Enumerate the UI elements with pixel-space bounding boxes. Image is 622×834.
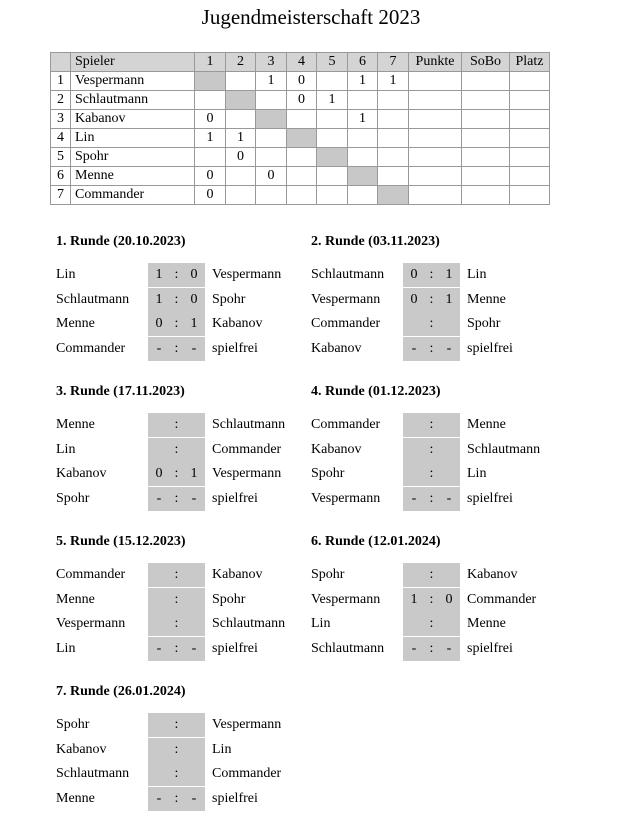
- score-separator: :: [174, 417, 179, 432]
- black-player: spielfrei: [467, 340, 513, 356]
- score-white: 0: [155, 316, 163, 331]
- white-player: Lin: [56, 267, 76, 282]
- score-separator: :: [174, 640, 179, 656]
- score-box: [148, 263, 205, 287]
- pairing-row: [56, 337, 306, 362]
- black-player: Kabanov: [467, 567, 518, 582]
- round-block: [56, 383, 306, 511]
- score-separator: :: [174, 616, 179, 631]
- result-cell: 0: [287, 91, 317, 110]
- result-cell: [348, 186, 378, 205]
- score-separator: :: [174, 741, 179, 757]
- result-cell: [226, 72, 256, 91]
- score-white: 1: [155, 267, 163, 282]
- black-player: Commander: [212, 766, 282, 781]
- white-player: Commander: [56, 567, 126, 582]
- pairing-row: [311, 637, 561, 662]
- white-player: Kabanov: [311, 340, 362, 356]
- punkte-cell: [409, 167, 462, 186]
- black-player: Schlautmann: [212, 417, 286, 432]
- white-player: Menne: [56, 417, 95, 432]
- player-number: 5: [51, 148, 71, 167]
- sobo-cell: [462, 167, 510, 186]
- result-cell: [317, 186, 348, 205]
- score-box: [148, 612, 205, 636]
- player-number: 3: [51, 110, 71, 129]
- score-box: [403, 612, 460, 636]
- result-cell: 1: [348, 72, 378, 91]
- black-player: spielfrei: [212, 790, 258, 806]
- result-cell: [317, 72, 348, 91]
- round-title: 6. Runde (12.01.2024): [311, 534, 441, 549]
- score-separator: :: [174, 340, 179, 356]
- black-player: Lin: [467, 267, 487, 282]
- result-cell: [256, 91, 287, 110]
- round-block: [56, 233, 306, 361]
- score-separator: :: [174, 291, 179, 307]
- score-box: [148, 312, 205, 336]
- black-player: Vespermann: [212, 717, 282, 732]
- score-separator: :: [174, 267, 179, 282]
- score-black: 0: [445, 591, 453, 607]
- black-player: Kabanov: [212, 567, 263, 582]
- pairing-row: [56, 487, 306, 512]
- cross-table-header: [51, 53, 550, 72]
- pairing-row: [311, 288, 561, 313]
- header-cell: SoBo: [462, 53, 510, 72]
- pairing-row: [56, 588, 306, 613]
- result-cell: 1: [256, 72, 287, 91]
- score-separator: :: [429, 340, 434, 356]
- player-name: Lin: [71, 129, 195, 148]
- result-cell: [287, 148, 317, 167]
- result-cell: [378, 148, 409, 167]
- pairing-row: [56, 413, 306, 438]
- black-player: Spohr: [467, 316, 501, 331]
- round-title: 3. Runde (17.11.2023): [56, 384, 185, 399]
- result-cell: [348, 148, 378, 167]
- score-separator: :: [174, 717, 179, 732]
- pairing-row: [311, 413, 561, 438]
- score-black: -: [191, 490, 197, 506]
- result-cell: [256, 129, 287, 148]
- score-white: -: [411, 490, 417, 506]
- result-cell: [348, 91, 378, 110]
- player-name: Commander: [71, 186, 195, 205]
- round-title: 1. Runde (20.10.2023): [56, 234, 186, 249]
- result-cell: 0: [195, 186, 226, 205]
- sobo-cell: [462, 129, 510, 148]
- platz-cell: [510, 72, 550, 91]
- pairing-row: [56, 738, 306, 763]
- pairing-row: [56, 612, 306, 637]
- black-player: spielfrei: [212, 490, 258, 506]
- score-white: -: [156, 340, 162, 356]
- punkte-cell: [409, 72, 462, 91]
- score-box: [403, 438, 460, 462]
- pairing-row: [311, 588, 561, 613]
- score-box: [148, 787, 205, 811]
- black-player: Lin: [467, 466, 487, 481]
- result-cell: [195, 148, 226, 167]
- score-separator: :: [429, 291, 434, 307]
- result-cell: [378, 167, 409, 186]
- sobo-cell: [462, 91, 510, 110]
- diagonal-cell: [317, 148, 348, 167]
- score-black: 1: [190, 316, 198, 331]
- score-white: -: [411, 340, 417, 356]
- round-title: 4. Runde (01.12.2023): [311, 384, 441, 399]
- score-white: -: [411, 640, 417, 656]
- score-box: [148, 462, 205, 486]
- pairing-row: [311, 462, 561, 487]
- punkte-cell: [409, 148, 462, 167]
- result-cell: [195, 91, 226, 110]
- black-player: Menne: [467, 616, 506, 631]
- result-cell: 1: [378, 72, 409, 91]
- page-title: Jugendmeisterschaft 2023: [201, 5, 421, 29]
- cross-table-row: [51, 148, 550, 167]
- score-separator: :: [174, 766, 179, 781]
- score-box: [403, 487, 460, 511]
- score-separator: :: [429, 640, 434, 656]
- score-box: [148, 288, 205, 312]
- pairing-row: [56, 312, 306, 337]
- pairing-row: [56, 637, 306, 662]
- white-player: Kabanov: [311, 441, 362, 457]
- header-cell: 6: [348, 53, 378, 72]
- result-cell: 1: [348, 110, 378, 129]
- black-player: spielfrei: [212, 340, 258, 356]
- diagonal-cell: [226, 91, 256, 110]
- platz-cell: [510, 167, 550, 186]
- round-block: [311, 383, 561, 511]
- score-black: -: [191, 340, 197, 356]
- punkte-cell: [409, 110, 462, 129]
- white-player: Lin: [56, 640, 76, 656]
- sobo-cell: [462, 186, 510, 205]
- white-player: Vespermann: [311, 291, 381, 307]
- score-box: [148, 713, 205, 737]
- score-box: [403, 263, 460, 287]
- cross-table-row: [51, 110, 550, 129]
- round-title: 2. Runde (03.11.2023): [311, 234, 440, 249]
- score-box: [148, 438, 205, 462]
- pairing-row: [311, 487, 561, 512]
- diagonal-cell: [348, 167, 378, 186]
- result-cell: 0: [256, 167, 287, 186]
- header-cell: Platz: [510, 53, 550, 72]
- pairing-row: [56, 563, 306, 588]
- score-separator: :: [429, 567, 434, 582]
- player-name: Vespermann: [71, 72, 195, 91]
- cross-table-row: [51, 72, 550, 91]
- score-separator: :: [174, 490, 179, 506]
- score-box: [403, 462, 460, 486]
- header-cell: 4: [287, 53, 317, 72]
- player-name: Spohr: [71, 148, 195, 167]
- header-cell: Spieler: [71, 53, 195, 72]
- round-block: [311, 533, 561, 661]
- score-black: -: [446, 490, 452, 506]
- white-player: Kabanov: [56, 466, 107, 481]
- white-player: Menne: [56, 591, 95, 607]
- score-black: 0: [190, 291, 198, 307]
- score-black: -: [446, 340, 452, 356]
- result-cell: [317, 110, 348, 129]
- score-box: [148, 738, 205, 762]
- result-cell: [378, 110, 409, 129]
- diagonal-cell: [378, 186, 409, 205]
- cross-table-row: [51, 167, 550, 186]
- score-separator: :: [174, 316, 179, 331]
- black-player: Spohr: [212, 291, 246, 307]
- score-separator: :: [429, 441, 434, 457]
- player-number: 1: [51, 72, 71, 91]
- cross-table-row: [51, 129, 550, 148]
- score-white: -: [156, 790, 162, 806]
- black-player: Vespermann: [212, 267, 282, 282]
- player-number: 4: [51, 129, 71, 148]
- pairing-row: [311, 438, 561, 463]
- score-box: [148, 563, 205, 587]
- score-black: 1: [445, 267, 453, 282]
- round-block: [56, 533, 306, 661]
- score-white: 0: [410, 291, 418, 307]
- score-black: 1: [445, 291, 453, 307]
- score-box: [403, 337, 460, 361]
- white-player: Kabanov: [56, 741, 107, 757]
- pairing-row: [56, 713, 306, 738]
- header-cell: 2: [226, 53, 256, 72]
- diagonal-cell: [256, 110, 287, 129]
- black-player: Menne: [467, 417, 506, 432]
- white-player: Commander: [311, 417, 381, 432]
- score-white: 0: [155, 466, 163, 481]
- result-cell: [226, 167, 256, 186]
- pairing-row: [56, 438, 306, 463]
- cross-table: [50, 52, 550, 205]
- black-player: Commander: [212, 441, 282, 457]
- result-cell: [378, 129, 409, 148]
- pairing-row: [56, 263, 306, 288]
- white-player: Spohr: [311, 567, 345, 582]
- white-player: Spohr: [56, 717, 90, 732]
- white-player: Vespermann: [311, 591, 381, 607]
- punkte-cell: [409, 186, 462, 205]
- score-white: -: [156, 490, 162, 506]
- pairing-row: [311, 563, 561, 588]
- score-separator: :: [174, 466, 179, 481]
- white-player: Vespermann: [311, 490, 381, 506]
- black-player: Vespermann: [212, 466, 282, 481]
- black-player: Schlautmann: [467, 441, 541, 457]
- platz-cell: [510, 129, 550, 148]
- score-box: [403, 413, 460, 437]
- pairing-row: [56, 288, 306, 313]
- black-player: Spohr: [212, 591, 246, 607]
- result-cell: 0: [195, 110, 226, 129]
- white-player: Menne: [56, 790, 95, 806]
- player-number: 7: [51, 186, 71, 205]
- score-separator: :: [429, 316, 434, 331]
- score-separator: :: [429, 591, 434, 607]
- result-cell: [287, 167, 317, 186]
- platz-cell: [510, 148, 550, 167]
- result-cell: [317, 129, 348, 148]
- punkte-cell: [409, 129, 462, 148]
- white-player: Schlautmann: [56, 291, 130, 307]
- result-cell: 0: [287, 72, 317, 91]
- score-separator: :: [174, 441, 179, 457]
- player-name: Menne: [71, 167, 195, 186]
- score-black: 1: [190, 466, 198, 481]
- score-separator: :: [174, 790, 179, 806]
- score-black: -: [191, 640, 197, 656]
- score-box: [148, 487, 205, 511]
- cross-table-row: [51, 186, 550, 205]
- result-cell: 1: [317, 91, 348, 110]
- white-player: Schlautmann: [311, 640, 385, 656]
- player-name: Schlautmann: [71, 91, 195, 110]
- black-player: Lin: [212, 741, 232, 757]
- score-separator: :: [429, 417, 434, 432]
- player-number: 2: [51, 91, 71, 110]
- sobo-cell: [462, 110, 510, 129]
- result-cell: [256, 186, 287, 205]
- sobo-cell: [462, 72, 510, 91]
- score-box: [403, 588, 460, 612]
- player-number: 6: [51, 167, 71, 186]
- white-player: Spohr: [311, 466, 345, 481]
- score-separator: :: [174, 591, 179, 607]
- round-title: 7. Runde (26.01.2024): [56, 684, 186, 699]
- header-cell: 7: [378, 53, 409, 72]
- platz-cell: [510, 186, 550, 205]
- result-cell: 1: [226, 129, 256, 148]
- result-cell: 1: [195, 129, 226, 148]
- pairing-row: [311, 337, 561, 362]
- sobo-cell: [462, 148, 510, 167]
- pairing-row: [56, 462, 306, 487]
- result-cell: [317, 167, 348, 186]
- black-player: Menne: [467, 291, 506, 307]
- white-player: Menne: [56, 316, 95, 331]
- score-box: [148, 637, 205, 661]
- score-box: [148, 762, 205, 786]
- score-box: [403, 563, 460, 587]
- platz-cell: [510, 110, 550, 129]
- punkte-cell: [409, 91, 462, 110]
- score-separator: :: [429, 466, 434, 481]
- score-box: [148, 337, 205, 361]
- score-box: [148, 413, 205, 437]
- pairing-row: [311, 612, 561, 637]
- white-player: Commander: [56, 340, 126, 356]
- score-white: 1: [155, 291, 163, 307]
- pairing-row: [56, 762, 306, 787]
- score-black: 0: [190, 267, 198, 282]
- score-white: -: [156, 640, 162, 656]
- header-cell: 5: [317, 53, 348, 72]
- black-player: spielfrei: [467, 490, 513, 506]
- pairing-row: [311, 312, 561, 337]
- result-cell: [287, 186, 317, 205]
- result-cell: [256, 148, 287, 167]
- white-player: Lin: [311, 616, 331, 631]
- header-cell: [51, 53, 71, 72]
- white-player: Schlautmann: [56, 766, 130, 781]
- score-white: 0: [410, 267, 418, 282]
- score-black: -: [191, 790, 197, 806]
- result-cell: [348, 129, 378, 148]
- diagonal-cell: [287, 129, 317, 148]
- player-name: Kabanov: [71, 110, 195, 129]
- white-player: Commander: [311, 316, 381, 331]
- black-player: spielfrei: [212, 640, 258, 656]
- pairing-row: [311, 263, 561, 288]
- result-cell: 0: [226, 148, 256, 167]
- header-cell: Punkte: [409, 53, 462, 72]
- result-cell: [226, 110, 256, 129]
- score-box: [403, 637, 460, 661]
- score-white: 1: [410, 591, 418, 607]
- score-box: [403, 288, 460, 312]
- score-box: [403, 312, 460, 336]
- score-separator: :: [174, 567, 179, 582]
- diagonal-cell: [195, 72, 226, 91]
- round-block: [56, 683, 306, 811]
- black-player: Kabanov: [212, 316, 263, 331]
- score-black: -: [446, 640, 452, 656]
- score-separator: :: [429, 490, 434, 506]
- black-player: Schlautmann: [212, 616, 286, 631]
- result-cell: [287, 110, 317, 129]
- result-cell: [378, 91, 409, 110]
- result-cell: 0: [195, 167, 226, 186]
- cross-table-row: [51, 91, 550, 110]
- pairing-row: [56, 787, 306, 812]
- score-separator: :: [429, 267, 434, 282]
- platz-cell: [510, 91, 550, 110]
- round-title: 5. Runde (15.12.2023): [56, 534, 186, 549]
- round-block: [311, 233, 561, 361]
- black-player: Commander: [467, 591, 537, 607]
- black-player: spielfrei: [467, 640, 513, 656]
- result-cell: [226, 186, 256, 205]
- white-player: Vespermann: [56, 616, 126, 631]
- score-box: [148, 588, 205, 612]
- white-player: Spohr: [56, 490, 90, 506]
- header-cell: 3: [256, 53, 287, 72]
- header-cell: 1: [195, 53, 226, 72]
- white-player: Lin: [56, 441, 76, 457]
- white-player: Schlautmann: [311, 267, 385, 282]
- score-separator: :: [429, 616, 434, 631]
